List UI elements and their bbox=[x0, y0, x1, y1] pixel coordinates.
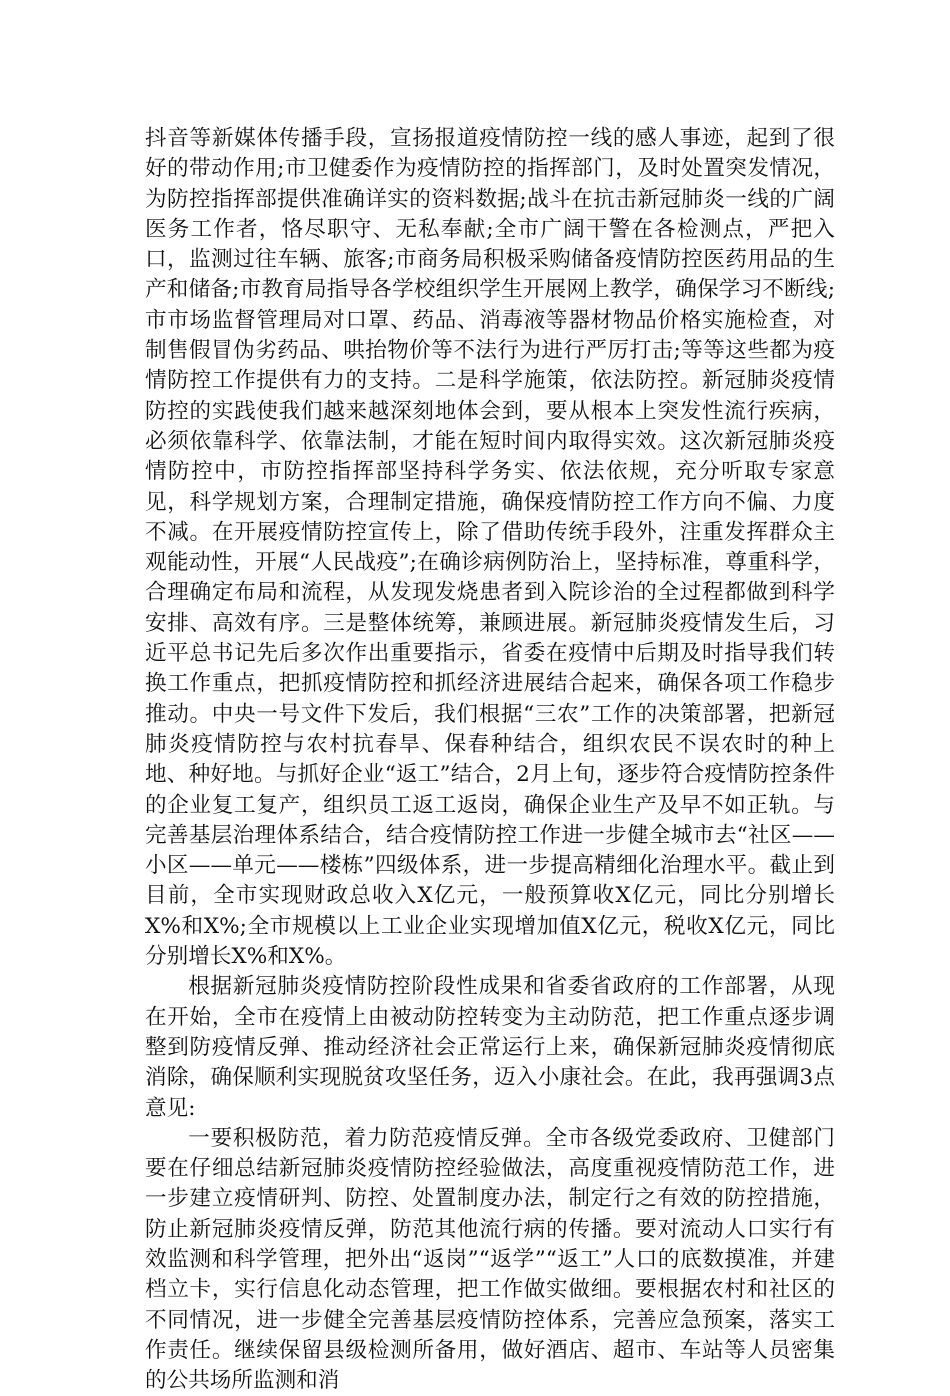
body-paragraph-2: 根据新冠肺炎疫情防控阶段性成果和省委省政府的工作部署，从现在开始，全市在疫情上由被动防控转变为主动防范，把工作重点逐步调整到防疫情反弹、推动经济社会正常运行上来，确保新冠肺炎疫情彻底消除，确保顺利实现脱贫攻坚任务，迈入小康社会。在此，我再强调3点意见: bbox=[145, 974, 835, 1121]
body-paragraph-1: 抖音等新媒体传播手段，宣扬报道疫情防控一线的感人事迹，起到了很好的带动作用;市卫健委作为疫情防控的指挥部门，及时处置突发情况，为防控指挥部提供准确详实的资料数据;战斗在抗击新冠肺炎一线的广阔医务工作者，恪尽职守、无私奉献;全市广阔干警在各检测点，严把入口，监测过往车辆、旅客;市商务局积极采购储备疫情防控医药用品的生产和储备;市教育局指导各学校组织学生开展网上教学，确保学习不断线;市市场监督管理局对口罩、药品、消毒液等器材物品价格实施检查，对制售假冒伪劣药品、哄抬物价等不法行为进行严厉打击;等等这些都为疫情防控工作提供有力的支持。二是科学施策，依法防控。新冠肺炎疫情防控的实践使我们越来越深刻地体会到，要从根本上突发性流行疾病，必须依靠科学、依靠法制，才能在短时间内取得实效。这次新冠肺炎疫情防控中，市防控指挥部坚持科学务实、依法依规，充分听取专家意见，科学规划方案，合理制定措施，确保疫情防控工作方向不偏、力度不减。在开展疫情防控宣传上，除了借助传统手段外，注重发挥群众主观能动性，开展“人民战疫”;在确诊病例防治上，坚持标准，尊重科学，合理确定布局和流程，从发现发烧患者到入院诊治的全过程都做到科学安排、高效有序。三是整体统筹，兼顾进展。新冠肺炎疫情发生后，习近平总书记先后多次作出重要指示，省委在疫情中后期及时指导我们转换工作重点，把抓疫情防控和抓经济进展结合起来，确保各项工作稳步推动。中央一号文件下发后，我们根据“三农”工作的决策部署，把新冠肺炎疫情防控与农村抗春旱、保春种结合，组织农民不误农时的种上地、种好地。与抓好企业“返工”结合，2月上旬，逐步符合疫情防控条件的企业复工复产，组织员工返工返岗，确保企业生产及早不如正轨。与完善基层治理体系结合，结合疫情防控工作进一步健全城市去“社区——小区——单元——楼栋”四级体系，进一步提高精细化治理水平。截止到目前，全市实现财政总收入X亿元，一般预算收X亿元，同比分别增长X%和X%;全市规模以上工业企业实现增加值X亿元，税收X亿元，同比分别增长X%和X%。 bbox=[145, 126, 835, 970]
body-paragraph-3: 一要积极防范，着力防范疫情反弹。全市各级党委政府、卫健部门要在仔细总结新冠肺炎疫情防控经验做法，高度重视疫情防范工作，进一步建立疫情研判、防控、处置制度办法，制定行之有效的防控措施，防止新冠肺炎疫情反弹，防范其他流行病的传播。要对流动人口实行有效监测和科学管理，把外出“返岗”“返学”“返工”人口的底数摸准，并建档立卡，实行信息化动态管理，把工作做实做细。要根据农村和社区的不同情况，进一步健全完善基层疫情防控体系，完善应急预案，落实工作责任。继续保留县级检测所备用，做好酒店、超市、车站等人员密集的公共场所监测和消 bbox=[145, 1125, 835, 1394]
document-page bbox=[145, 124, 835, 1396]
